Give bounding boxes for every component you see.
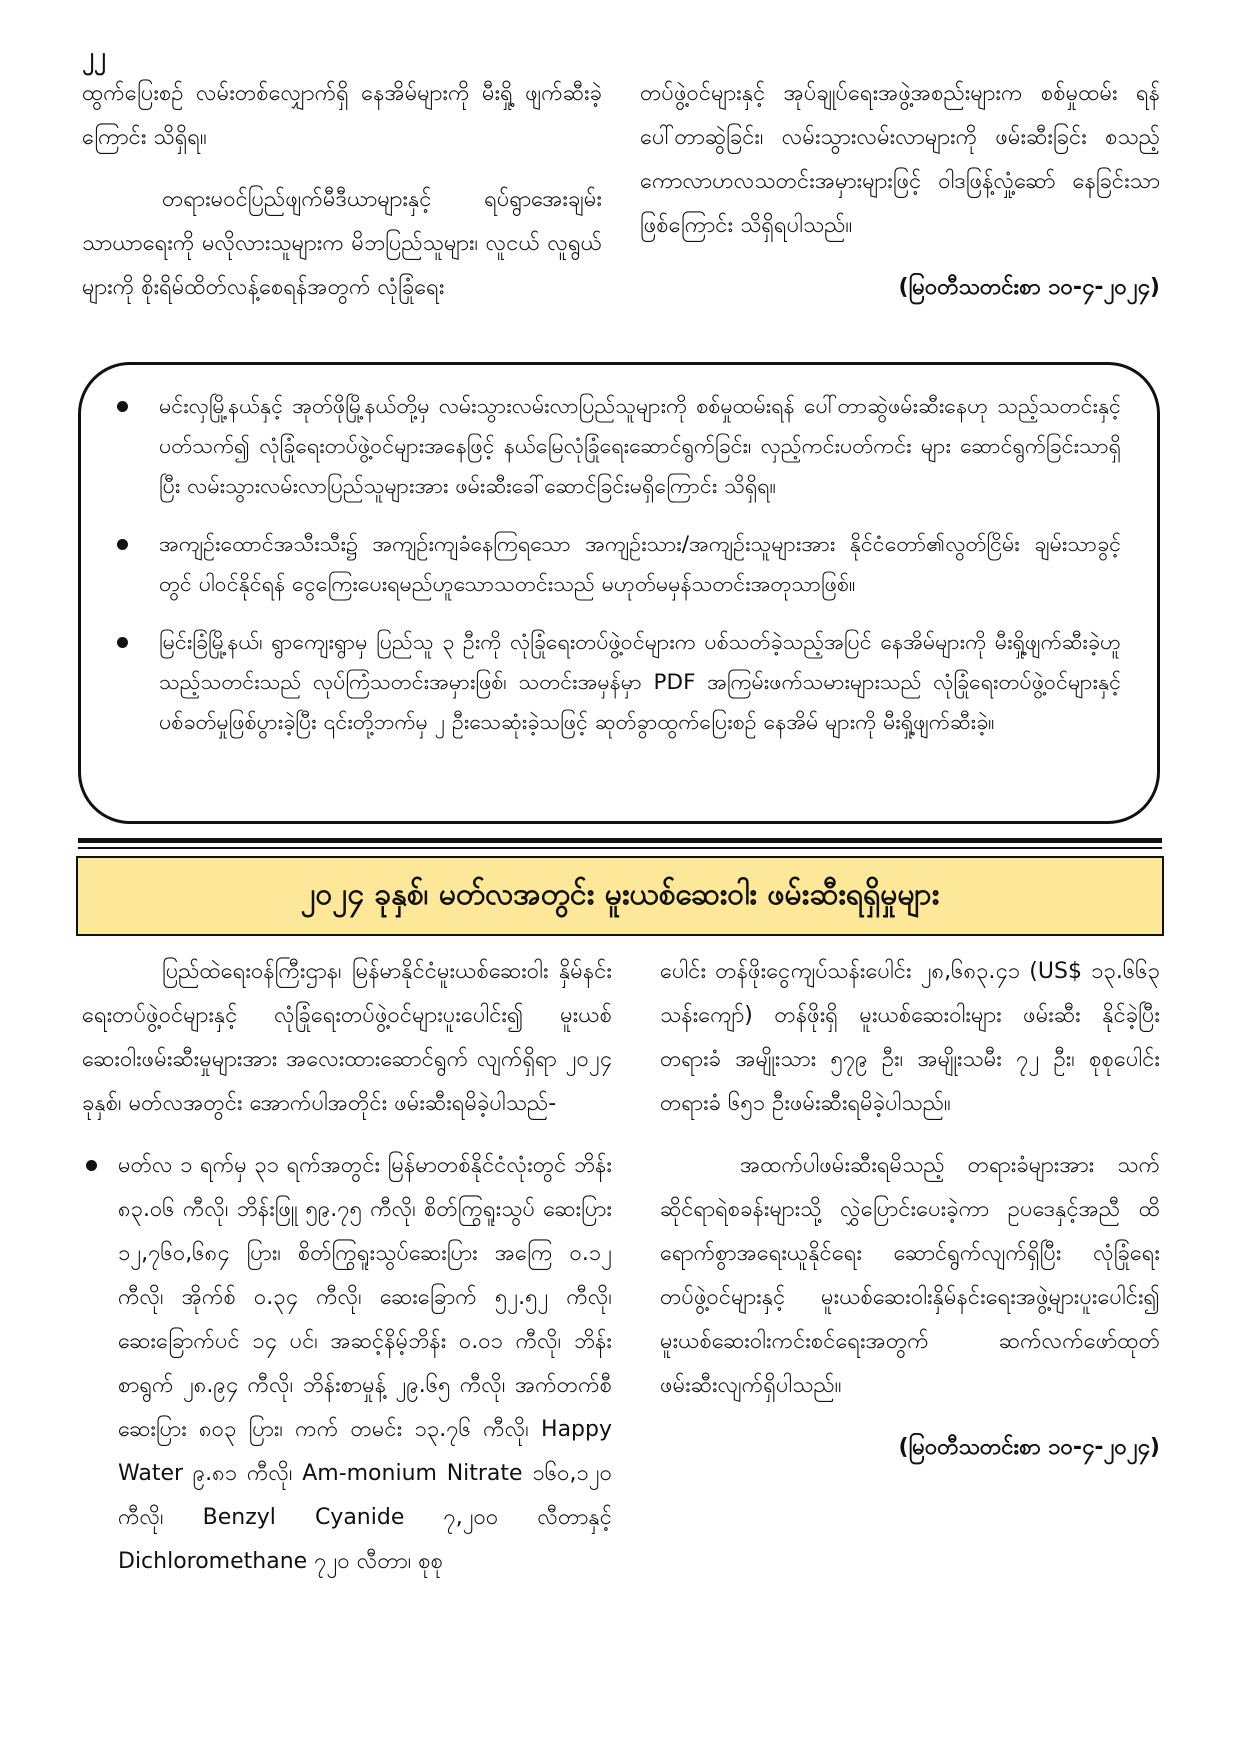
summary-item-2: အကျဉ်းထောင်အသီးသီး၌ အကျဉ်းကျခံနေကြရသော အကျဉ်းသား/အကျဉ်းသူများအား နိုင်ငံတော်၏လွတ်ငြိမ်း ချမ်းသာခွင့်တွင် ပါဝင်နိုင်ရန် ငွေကြေးပေးရမည်ဟူသောသတင်းသည် မဟုတ်မမှန်သတင်းအတုသာဖြစ်။: [117, 525, 1121, 605]
bottom-right-paragraph-1: ပေါင်း တန်ဖိုးငွေကျပ်သန်းပေါင်း ၂၈,၆၈၃.၄၁ (US$ ၁၃.၆၆၃ သန်းကျော်) တန်ဖိုးရှိ မူးယစ်ဆေးဝါးများ ဖမ်းဆီး နိုင်ခဲ့ပြီး တရားခံ အမျိုးသား ၅၇၉ ဦး၊ အမျိုးသမီး ၇၂ ဦး၊ စုစုပေါင်းတရားခံ ၆၅၁ ဦးဖမ်းဆီးရမိခဲ့ပါသည်။: [660, 959, 1160, 1116]
top-right-paragraph-1: တပ်ဖွဲ့ဝင်များနှင့် အုပ်ချုပ်ရေးအဖွဲ့အစည်းများက စစ်မှုထမ်း ရန် ပေါ်တာဆွဲခြင်း၊ လမ်းသွားလမ်းလာများကို ဖမ်းဆီးခြင်း စသည့် ကောလာဟလသတင်းအမှားများဖြင့် ဝါဒဖြန့်လှုံ့ဆော် နေခြင်းသာဖြစ်ကြောင်း သိရှိရပါသည်။: [640, 81, 1160, 238]
top-left-paragraph-2: တရားမဝင်ပြည်ဖျက်မီဒီယာများနှင့် ရပ်ရွာအေးချမ်း သာယာရေးကို မလိုလားသူများက မိဘပြည်သူများ၊ လူငယ် လူရွယ်များကို စိုးရိမ်ထိတ်လန့်စေရန်အတွက် လုံခြုံရေး: [82, 187, 602, 300]
bottom-right-paragraph-2: အထက်ပါဖမ်းဆီးရမိသည့် တရားခံများအား သက် ဆိုင်ရာရဲစခန်းများသို့ လွှဲပြောင်းပေးခဲ့ကာ ဥပဒေနှင့်အညီ ထိရောက်စွာအရေးယူနိုင်ရေး ဆောင်ရွက်လျက်ရှိပြီး လုံခြုံရေး တပ်ဖွဲ့ဝင်များနှင့် မူးယစ်ဆေးဝါးနှိမ်နင်းရေးအဖွဲ့များပူးပေါင်း၍ မူးယစ်ဆေးဝါးကင်းစင်ရေးအတွက် ဆက်လက်ဖော်ထုတ် ဖမ်းဆီးလျက်ရှိပါသည်။: [660, 1153, 1160, 1398]
section-banner: [76, 856, 1164, 936]
top-right-source: (မြဝတီသတင်းစာ ၁၀-၄-၂၀၂၄): [898, 275, 1160, 300]
summary-item-3: မြင်းခြံမြို့နယ်၊ ရွာကျေးရွာမှ ပြည်သူ ၃ ဦးကို လုံခြုံရေးတပ်ဖွဲ့ဝင်များက ပစ်သတ်ခဲ့သည့်အပြင် နေအိမ်များကို မီးရှို့ဖျက်ဆီးခဲ့ဟူသည့်သတင်းသည် လုပ်ကြံသတင်းအမှားဖြစ်၊ သတင်းအမှန်မှာ PDF အကြမ်းဖက်သမားများသည် လုံခြုံရေးတပ်ဖွဲ့ဝင်များနှင့် ပစ်ခတ်မှုဖြစ်ပွားခဲ့ပြီး ၎င်းတို့ဘက်မှ ၂ ဦးသေဆုံးခဲ့သဖြင့် ဆုတ်ခွာထွက်ပြေးစဉ် နေအိမ် များကို မီးရှို့ဖျက်ဆီးခဲ့။: [117, 623, 1121, 743]
top-left-paragraph-1: ထွက်ပြေးစဉ် လမ်းတစ်လျှောက်ရှိ နေအိမ်များကို မီးရှို့ ဖျက်ဆီးခဲ့ကြောင်း သိရှိရ။: [82, 81, 602, 150]
bottom-left-paragraph-1: ပြည်ထဲရေးဝန်ကြီးဌာန၊ မြန်မာနိုင်ငံမူးယစ်ဆေးဝါး နှိမ်နင်းရေးတပ်ဖွဲ့ဝင်များနှင့် လုံခြုံရေးတပ်ဖွဲ့ဝင်များပူးပေါင်း၍ မူးယစ်ဆေးဝါးဖမ်းဆီးမှုများအား အလေးထားဆောင်ရွက် လျက်ရှိရာ ၂၀၂၄ ခုနှစ်၊ မတ်လအတွင်း အောက်ပါအတိုင်း ဖမ်းဆီးရမိခဲ့ပါသည်-: [82, 959, 612, 1116]
summary-item-1: မင်းလှမြို့နယ်နှင့် အုတ်ဖိုမြို့နယ်တို့မှ လမ်းသွားလမ်းလာပြည်သူများကို စစ်မှုထမ်းရန် ပေါ်တာဆွဲဖမ်းဆီးနေဟု သည့်သတင်းနှင့်ပတ်သက်၍ လုံခြုံရေးတပ်ဖွဲ့ဝင်များအနေဖြင့် နယ်မြေလုံခြုံရေးဆောင်ရွက်ခြင်း၊ လှည့်ကင်းပတ်ကင်း များ ဆောင်ရွက်ခြင်းသာရှိပြီး လမ်းသွားလမ်းလာပြည်သူများအား ဖမ်းဆီးခေါ်ဆောင်ခြင်းမရှိကြောင်း သိရှိရ။: [117, 387, 1121, 507]
bottom-left-column: [82, 950, 612, 1602]
bottom-right-column: [660, 950, 1160, 1488]
summary-box: [78, 362, 1160, 824]
page-number: ၂၂: [82, 42, 106, 70]
section-title: ၂၀၂၄ ခုနှစ်၊ မတ်လအတွင်း မူးယစ်ဆေးဝါး ဖမ်းဆီးရရှိမှုများ: [300, 876, 940, 912]
seizure-bullet: မတ်လ ၁ ရက်မှ ၃၁ ရက်အတွင်း မြန်မာတစ်နိုင်ငံလုံးတွင် ဘိန်း ၈၃.၀၆ ကီလို၊ ဘိန်းဖြူ ၅၉.၇၅ ကီလို၊ စိတ်ကြွရူးသွပ် ဆေးပြား ၁၂,၇၆၀,၆၈၄ ပြား၊ စိတ်ကြွရူးသွပ်ဆေးပြား အကြေ ၀.၁၂ ကီလို၊ အိုက်စ် ၀.၃၄ ကီလို၊ ဆေးခြောက် ၅၂.၅၂ ကီလို၊ ဆေးခြောက်ပင် ၁၄ ပင်၊ အဆင့်နိမ့်ဘိန်း ၀.၀၁ ကီလို၊ ဘိန်းစာရွက် ၂၈.၉၄ ကီလို၊ ဘိန်းစာမှုန့် ၂၉.၆၅ ကီလို၊ အက်တက်စီဆေးပြား ၈၀၃ ပြား၊ ကက် တမင်း ၁၃.၇၆ ကီလို၊ Happy Water ၉.၈၁ ကီလို၊ Am-monium Nitrate ၁၆၀,၁၂၀ ကီလို၊ Benzyl Cyanide ၇,၂၀၀ လီတာနှင့် Dichloromethane ၇၂၀ လီတာ၊ စုစု: [82, 1144, 612, 1584]
top-right-column: [640, 72, 1160, 328]
bottom-right-source: (မြဝတီသတင်းစာ ၁၀-၄-၂၀၂၄): [898, 1435, 1160, 1460]
summary-list: [117, 387, 1121, 743]
section-divider-thick: [78, 838, 1162, 843]
section-divider-thin: [78, 847, 1162, 849]
top-left-column: [82, 72, 602, 328]
